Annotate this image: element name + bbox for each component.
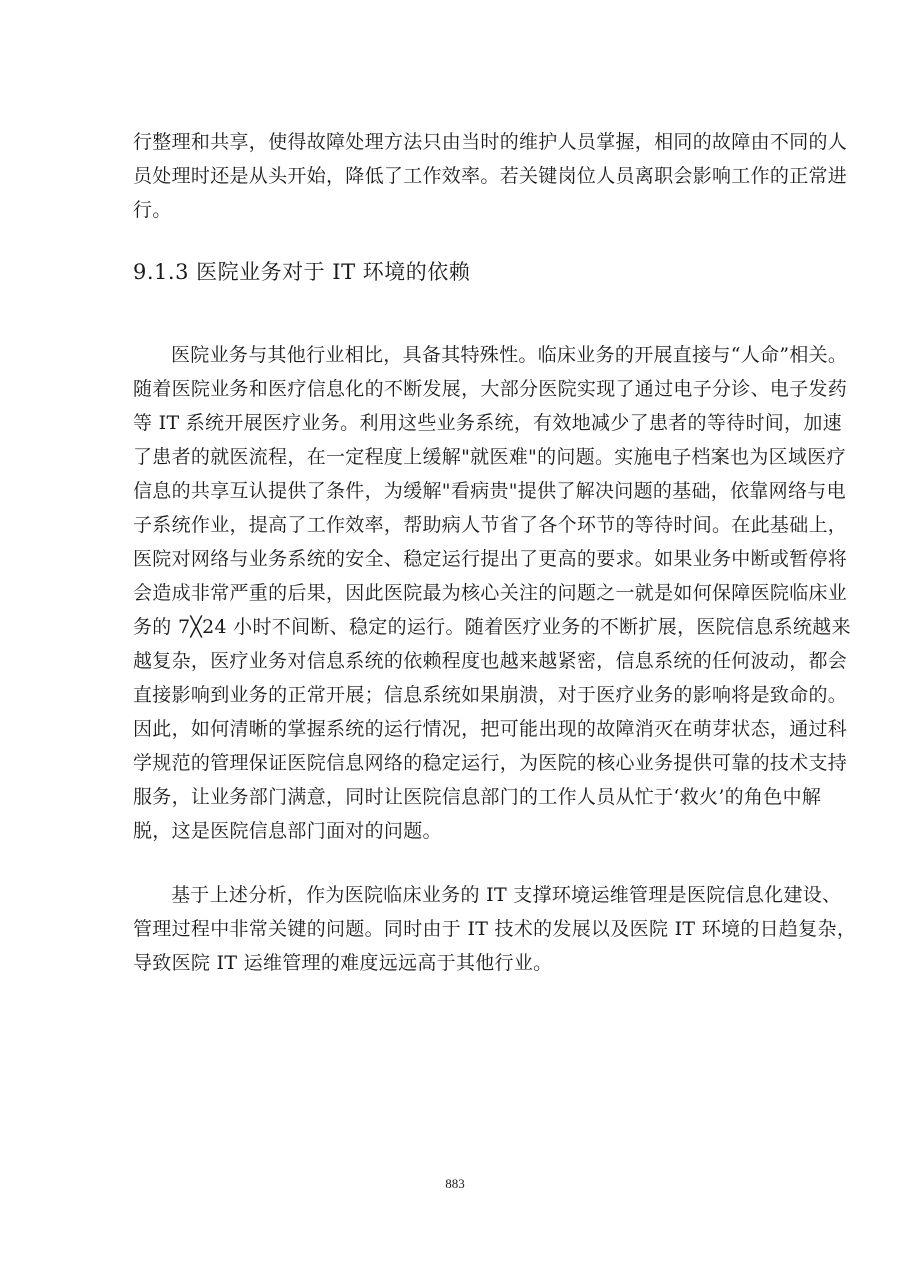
paragraph-line: 医院对网络与业务系统的安全、稳定运行提出了更高的要求。如果业务中断或暂停将	[133, 548, 848, 570]
paragraph-line: 会造成非常严重的后果，因此医院最为核心关注的问题之一就是如何保障医院临床业	[133, 582, 848, 604]
paragraph-line: 等 IT 系统开展医疗业务。利用这些业务系统，有效地减少了患者的等待时间，加速	[133, 412, 842, 434]
paragraph-line: 因此，如何清晰的掌握系统的运行情况，把可能出现的故障消灭在萌芽状态，通过科	[133, 718, 848, 740]
paragraph-line: 学规范的管理保证医院信息网络的稳定运行，为医院的核心业务提供可靠的技术支持	[133, 752, 848, 774]
main-paragraph	[133, 338, 851, 848]
paragraph-line: 员处理时还是从头开始，降低了工作效率。若关键岗位人员离职会影响工作的正常进	[133, 165, 848, 187]
paragraph-line: 信息的共享互认提供了条件，为缓解"看病贵"提供了解决问题的基础，依靠网络与电	[133, 480, 846, 502]
paragraph-line: 导致医院 IT 运维管理的难度远远高于其他行业。	[133, 952, 553, 974]
paragraph-line: 管理过程中非常关键的问题。同时由于 IT 技术的发展以及医院 IT 环境的日趋复杂，	[133, 918, 857, 940]
continuation-paragraph	[133, 125, 847, 227]
paragraph-line: 服务，让业务部门满意，同时让医院信息部门的工作人员从忙于‘救火’的角色中解	[133, 786, 822, 808]
paragraph-line: 随着医院业务和医疗信息化的不断发展，大部分医院实现了通过电子分诊、电子发药	[133, 378, 848, 400]
paragraph-line: 医院业务与其他行业相比，具备其特殊性。临床业务的开展直接与“人命”相关。	[171, 344, 848, 366]
section-heading: 9.1.3 医院业务对于 IT 环境的依赖	[133, 260, 471, 284]
paragraph-line: 了患者的就医流程，在一定程度上缓解"就医难"的问题。实施电子档案也为区域医疗	[133, 446, 846, 468]
paragraph-line: 务的 7╳24 小时不间断、稳定的运行。随着医疗业务的不断扩展，医院信息系统越来	[133, 616, 851, 638]
paragraph-line: 行整理和共享，使得故障处理方法只由当时的维护人员掌握，相同的故障由不同的人	[133, 131, 848, 153]
page-number: 883	[445, 1176, 465, 1191]
paragraph-line: 越复杂，医疗业务对信息系统的依赖程度也越来越紧密，信息系统的任何波动，都会	[133, 650, 848, 672]
paragraph-line: 子系统作业，提高了工作效率，帮助病人节省了各个环节的等待时间。在此基础上，	[133, 514, 848, 536]
paragraph-line: 脱，这是医院信息部门面对的问题。	[133, 820, 442, 842]
paragraph-line: 基于上述分析，作为医院临床业务的 IT 支撑环境运维管理是医院信息化建设、	[171, 884, 842, 906]
paragraph-line: 直接影响到业务的正常开展；信息系统如果崩溃，对于医疗业务的影响将是致命的。	[133, 684, 848, 706]
last-paragraph	[133, 878, 856, 980]
paragraph-line: 行。	[133, 199, 172, 221]
